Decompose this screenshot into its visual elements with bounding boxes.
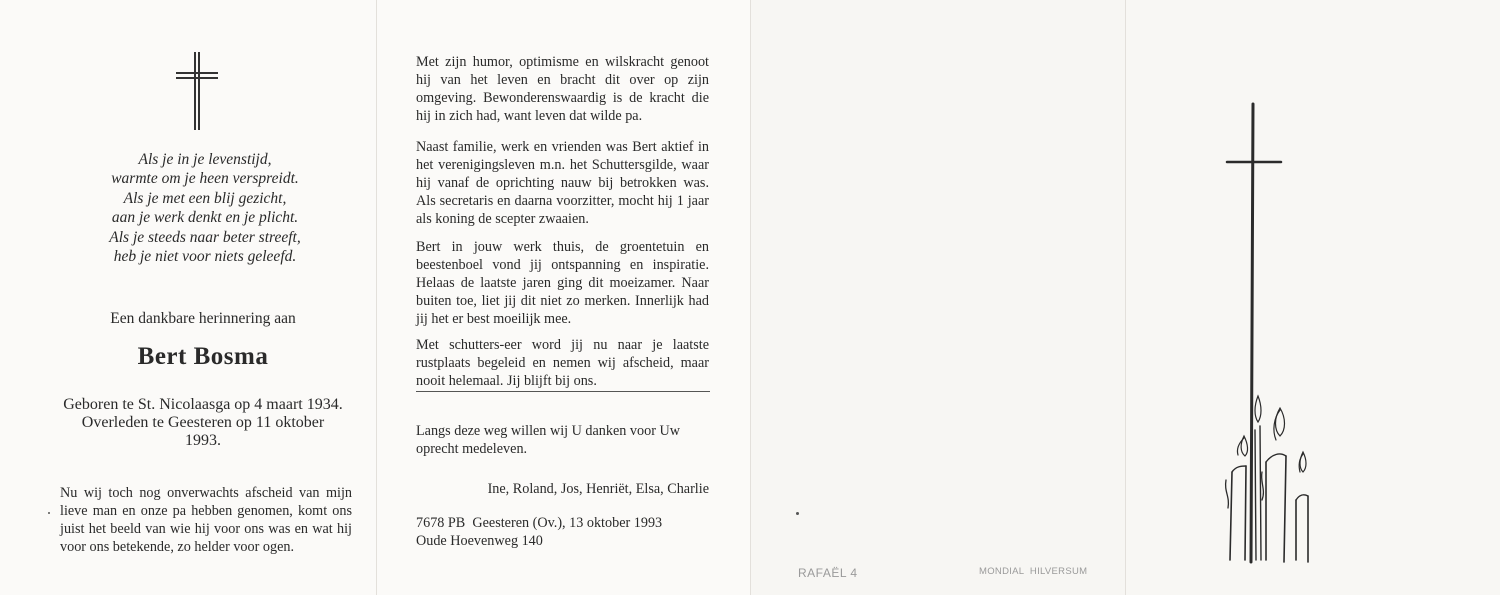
address-block (416, 514, 662, 550)
memorial-poem (60, 150, 350, 266)
poem-line: Als je met een blij gezicht, (123, 189, 287, 207)
fold-line (750, 0, 751, 595)
printer-mark: RAFAËL 4 (798, 566, 858, 580)
tribute-paragraph: Met schutters-eer word jij nu naar je laatste rustplaats begeleid en nemen wij afscheid, maar nooit helemaal. Jij blijft bij ons. (416, 337, 709, 389)
address-line: 7678 PB Geesteren (Ov.), 13 oktober 1993 (416, 515, 663, 531)
speck (796, 512, 799, 515)
tribute-paragraph: Naast familie, werk en vrienden was Bert aktief in het verenigingsleven m.n. het Schuttersgilde, waar hij vanaf de oprichting nauw bij betrokken was. Als secretaris en daarna voorzitter, mocht hij 1 jaar als koning de scepter zwaaien. (416, 139, 709, 227)
fold-line (1125, 0, 1126, 595)
tribute-paragraph: Met zijn humor, optimisme en wilskracht genoot hij van het leven en bracht dit over op zijn omgeving. Bewonderenswaardig is de kracht die hij in zich had, want leven dat wilde pa. (416, 54, 709, 124)
printer-mark: MONDIAL HILVERSUM (979, 566, 1088, 577)
address-line: Oude Hoevenweg 140 (416, 533, 543, 549)
death-year: 1993. (185, 432, 221, 449)
signatories: Ine, Roland, Jos, Henriët, Elsa, Charlie (487, 481, 709, 497)
poem-line: Als je steeds naar beter streeft, (109, 228, 301, 246)
life-dates (30, 396, 376, 450)
remembrance-intro: Een dankbare herinnering aan (110, 310, 296, 327)
poem-line: warmte om je heen verspreidt. (111, 170, 299, 188)
farewell-paragraph: Nu wij toch nog onverwachts afscheid van mijn lieve man en onze pa hebben genomen, komt ons juist het beeld van wie hij voor ons was en wat hij voor ons betekende, zo helder voor ogen. (60, 485, 352, 555)
poem-line: aan je werk denkt en je plicht. (111, 209, 299, 227)
deceased-name: Bert Bosma (137, 343, 269, 370)
thanks-text: Langs deze weg willen wij U danken voor Uw oprecht medeleven. (416, 423, 680, 457)
double-cross-icon (176, 52, 218, 132)
tribute-paragraph: Bert in jouw werk thuis, de groentetuin en beestenboel vond jij ontspanning en inspiratie. Helaas de laatste jaren ging dit moeizamer. Naar buiten toe, liet jij dit niet zo merken. Innerlijk had jij het er best moeilijk mee. (416, 239, 709, 327)
card-panel-back-right (1126, 0, 1500, 595)
fold-line (376, 0, 377, 595)
cross-candles-icon (1200, 100, 1310, 570)
poem-line: Als je in je levenstijd, (138, 151, 272, 168)
speck (48, 512, 50, 514)
birth-line: Geboren te St. Nicolaasga op 4 maart 1934. (63, 396, 343, 413)
poem-line: heb je niet voor niets geleefd. (113, 248, 297, 266)
death-line: Overleden te Geesteren op 11 oktober (81, 414, 325, 431)
card-panel-back-left (751, 0, 1125, 595)
divider (416, 391, 710, 392)
